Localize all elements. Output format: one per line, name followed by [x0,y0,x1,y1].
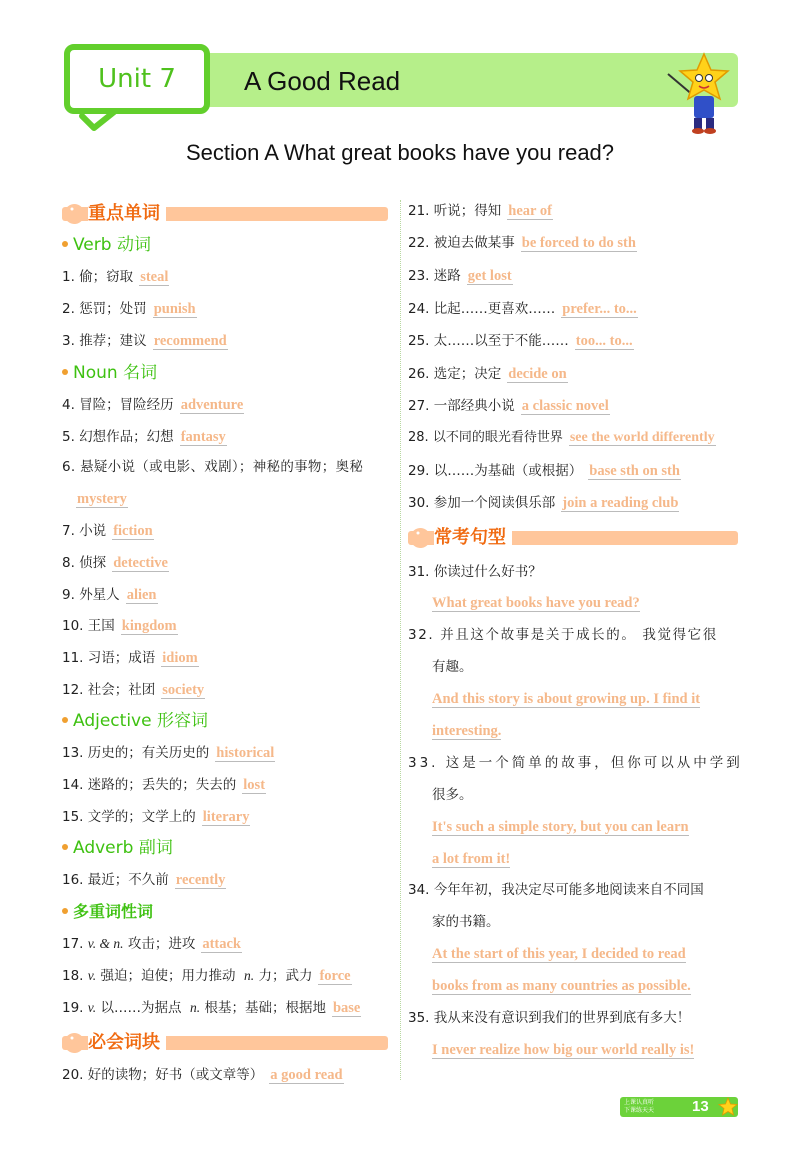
category-verb [62,233,151,257]
item-number: 26. [408,366,430,382]
word-item [62,965,352,987]
item-chinese: 参加一个阅读俱乐部 [433,495,556,511]
item-answer: get lost [467,268,512,284]
item-chinese: 幻想作品；幻想 [79,429,174,445]
word-item [62,552,169,574]
word-item [62,298,197,320]
item-answer: a good read [270,1067,343,1083]
bullet-icon [62,717,68,723]
category-adverb [62,836,173,860]
item-answer: And this story is about growing up. I find it [432,691,701,707]
item-answer: interesting. [432,723,502,739]
phrase-item [408,265,513,287]
item-number: 14. [62,777,84,793]
bullet-icon [62,908,68,914]
item-number: 6. [62,459,76,475]
item-chinese: 强迫；迫使；用力推动 [100,968,236,984]
sentence-item-cont [432,656,473,678]
word-item [62,806,250,828]
unit-label: Unit 7 [98,64,176,94]
item-chinese: 一部经典小说 [433,398,515,414]
item-number: 19. [62,1000,84,1016]
item-answer: At the start of this year, I decided to read [432,946,686,962]
item-answer: punish [153,301,196,317]
phrase-item [408,298,638,320]
item-answer: steal [140,269,169,285]
item-chinese: 最近；不久前 [87,872,169,888]
item-answer: I never realize how big our world really is! [432,1042,695,1058]
word-item [62,584,158,606]
item-chinese: 迷路的；丢失的；失去的 [87,777,237,793]
word-item [62,869,226,891]
word-item [62,774,266,796]
phrase-item [408,427,716,449]
sentence-answer [432,975,691,997]
item-number: 30. [408,495,430,511]
item-chinese: 好的读物；好书（或文章等） [87,1067,264,1083]
item-number: 27. [408,398,430,414]
item-chinese: 太……以至于不能…… [433,333,569,349]
item-number: 10. [62,618,84,634]
item-number: 24. [408,301,430,317]
item-number: 5. [62,429,75,445]
part-of-speech: n. [244,968,255,983]
pacman-icon [62,203,84,225]
item-chinese: 习语；成语 [87,650,156,666]
item-answer: prefer... to... [562,301,637,317]
bullet-icon [62,369,68,375]
item-answer: attack [202,936,241,952]
item-chinese: 家的书籍。 [432,914,500,930]
word-item [62,933,242,955]
item-number: 15. [62,809,84,825]
word-item [62,615,178,637]
pacman-icon [62,1032,84,1054]
item-answer: join a reading club [562,495,679,511]
item-answer: base [332,1000,361,1016]
sentence-item [408,879,704,901]
item-number: 1. [62,269,75,285]
item-number: 9. [62,587,75,603]
item-chinese: 被迫去做某事 [433,235,515,251]
word-item [62,647,199,669]
item-number: 21. [408,203,430,219]
item-answer: fantasy [180,429,226,445]
word-item [62,997,361,1019]
category-adjective [62,709,208,733]
page-number: 13 [692,1098,709,1115]
part-of-speech: v. [87,968,97,983]
footer-slogan [624,1099,674,1115]
item-chinese: 根基；基础；根据地 [204,1000,326,1016]
sentence-answer [432,848,510,870]
sentence-answer [432,816,689,838]
item-chinese: 历史的；有关历史的 [87,745,210,761]
item-number: 8. [62,555,75,571]
word-item [62,456,392,478]
item-chinese: 悬疑小说（或电影、戏剧）；神秘的事物；奥秘 [80,459,364,475]
item-number: 33. [408,755,439,771]
item-chinese: 比起……更喜欢…… [433,301,556,317]
category-label: 多重词性词 [73,902,154,921]
category-label: Verb 动词 [73,235,151,255]
item-answer: adventure [180,397,244,413]
sentence-answer [432,943,686,965]
item-answer: recommend [153,333,227,349]
section-title: Section A What great books have you read? [185,140,615,165]
item-answer: alien [126,587,157,603]
item-answer: lost [243,777,266,793]
word-item [62,426,227,448]
phrase-item [408,492,679,514]
item-chinese: 有趣。 [432,659,473,675]
item-chinese: 惩罚；处罚 [79,301,147,317]
phrase-item [62,1064,344,1086]
item-answer: a lot from it! [432,851,511,867]
item-answer: What great books have you read? [432,595,640,611]
phrases-header [62,1029,388,1057]
slogan-line: 下课练天天 [624,1107,655,1114]
item-answer: historical [216,745,275,761]
item-answer: hear of [508,203,552,219]
item-chinese: 听说；得知 [433,203,502,219]
item-chinese: 这是一个简单的故事，但你可以从中学到 [445,755,743,771]
item-answer: decide on [508,366,567,382]
item-number: 13. [62,745,84,761]
key-words-header [62,200,388,228]
part-of-speech: v. & n. [87,936,124,951]
item-number: 23. [408,268,430,284]
phrase-item [408,395,610,417]
checkmark-icon [78,108,118,134]
phrase-item [408,330,634,352]
item-answer: see the world differently [569,430,715,445]
item-number: 34. [408,882,430,898]
part-of-speech: v. [87,1000,97,1015]
category-label: Noun 名词 [73,363,158,383]
item-answer: kingdom [121,618,177,634]
item-number: 22. [408,235,430,251]
item-number: 11. [62,650,84,666]
item-chinese: 小说 [79,523,107,539]
item-answer: base sth on sth [589,463,680,479]
sentence-item [408,752,743,774]
pacman-icon [408,527,430,549]
slogan-line: 上课认真听 [624,1099,655,1106]
item-chinese: 冒险；冒险经历 [79,397,174,413]
item-answer: too... to... [575,333,633,349]
bullet-icon [62,844,68,850]
phrase-item [408,363,568,385]
word-item [62,394,244,416]
item-answer: a classic novel [521,398,609,414]
item-number: 29. [408,463,430,479]
item-number: 18. [62,968,84,984]
sentence-item-cont [432,784,473,806]
item-number: 7. [62,523,75,539]
item-chinese: 以……为据点 [100,1000,182,1016]
item-chinese: 我从来没有意识到我们的世界到底有多大！ [433,1010,691,1026]
star-mascot-icon [664,52,734,134]
item-chinese: 偷；窃取 [79,269,134,285]
item-answer: recently [175,872,226,888]
item-answer: It's such a simple story, but you can learn [432,819,689,835]
item-answer: force [319,968,351,984]
category-multi [62,900,153,924]
bullet-icon [62,241,68,247]
item-number: 12. [62,682,84,698]
item-number: 3. [62,333,75,349]
word-item-answer-line [70,488,128,510]
item-answer: literary [202,809,250,825]
sentence-item-cont [432,911,500,933]
item-chinese: 外星人 [79,587,120,603]
word-item [62,520,154,542]
item-chinese: 力；武力 [258,968,313,984]
item-answer: idiom [162,650,198,666]
item-number: 28. [408,430,429,445]
item-chinese: 攻击；进攻 [127,936,196,952]
part-of-speech: n. [190,1000,201,1015]
item-number: 17. [62,936,84,952]
mini-mascot-icon [718,1097,738,1117]
item-number: 35. [408,1010,430,1026]
item-chinese: 选定；决定 [433,366,502,382]
item-answer: society [162,682,205,698]
sentence-item [408,1007,690,1029]
word-item [62,742,275,764]
item-chinese: 王国 [87,618,115,634]
section-label: 重点单词 [88,200,166,228]
section-label: 常考句型 [434,524,512,552]
sentence-answer [432,688,700,710]
word-item [62,330,228,352]
sentence-answer [432,1039,694,1061]
item-number: 16. [62,872,84,888]
item-chinese: 社会；社团 [87,682,156,698]
item-chinese: 你读过什么好书？ [433,564,542,580]
item-chinese: 很多。 [432,787,473,803]
phrase-item [408,232,637,254]
item-chinese: 推荐；建议 [79,333,147,349]
item-chinese: 并且这个故事是关于成长的。 我觉得它很 [440,627,718,643]
sentence-answer [432,720,501,742]
unit-title: A Good Read [244,66,401,96]
item-chinese: 以……为基础（或根据） [433,463,583,479]
phrase-item [408,460,681,482]
item-answer: books from as many countries as possible. [432,978,691,994]
column-divider [400,200,401,1080]
section-label: 必会词块 [88,1029,166,1057]
item-number: 2. [62,301,75,317]
sentence-answer [432,592,640,614]
item-answer: be forced to do sth [521,235,636,251]
item-answer: detective [113,555,168,571]
item-chinese: 今年年初，我决定尽可能多地阅读来自不同国 [433,882,704,898]
item-chinese: 侦探 [79,555,107,571]
item-answer: fiction [113,523,153,539]
item-chinese: 迷路 [433,268,461,284]
item-answer: mystery [77,491,127,507]
sentence-item [408,624,718,646]
word-item [62,679,205,701]
item-number: 31. [408,564,430,580]
item-number: 25. [408,333,430,349]
phrase-item [408,200,553,222]
category-label: Adverb 副词 [73,838,173,858]
category-noun [62,361,157,385]
item-number: 32. [408,627,435,643]
item-chinese: 文学的；文学上的 [87,809,196,825]
item-number: 4. [62,397,75,413]
sentence-item [408,561,542,583]
category-label: Adjective 形容词 [73,711,208,731]
item-chinese: 以不同的眼光看待世界 [432,430,563,445]
item-number: 20. [62,1067,84,1083]
word-item [62,266,169,288]
sentences-header [408,524,738,552]
